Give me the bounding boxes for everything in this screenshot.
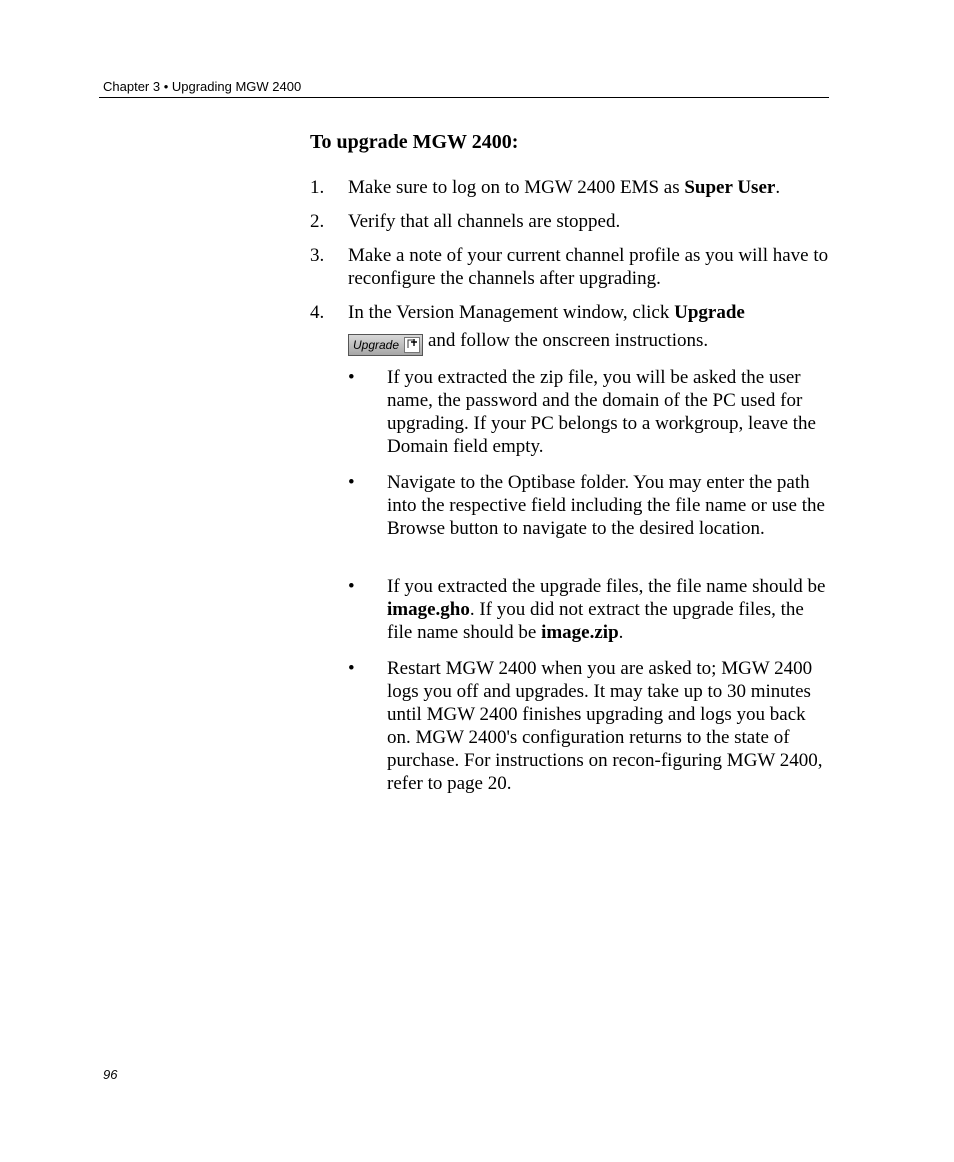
page-number: 96 [103,1067,118,1082]
step-2 [310,210,830,233]
upgrade-icon [404,337,420,353]
step-text: Make a note of your current channel profile as you will have to reconfigure the channels after upgrading. [348,245,829,289]
bullet-item [348,657,830,795]
step-4 [310,301,830,356]
step-number: 2. [310,211,325,232]
step-number: 1. [310,177,325,198]
bullet-text: If you extracted the upgrade files, the file name should be image.gho. If you did not extract the upgrade files, the file name should be image.zip. [387,576,826,643]
image-gho-term: image.gho [387,599,470,620]
bullet-item [348,471,830,540]
section-title: To upgrade MGW 2400: [310,131,519,153]
bullet-item [348,575,830,644]
step-text: Make sure to log on to MGW 2400 EMS as Super User. [348,177,781,198]
bullet-symbol: • [348,658,355,679]
upgrade-term: Upgrade [674,302,745,323]
step-text: Verify that all channels are stopped. [348,211,621,232]
step-3 [310,244,830,290]
running-header: Chapter 3 • Upgrading MGW 2400 [103,79,302,94]
super-user-term: Super User [684,177,776,198]
bullet-symbol: • [348,472,355,493]
upgrade-button-image: Upgrade [348,334,423,356]
bullet-text: If you extracted the zip file, you will be asked the user name, the password and the domain of the PC used for upgrading. If your PC belongs to a workgroup, leave the Domain field empty. [387,367,816,457]
header-rule [99,97,829,98]
bullet-symbol: • [348,367,355,388]
step-1 [310,176,830,199]
bullet-text: Restart MGW 2400 when you are asked to; MGW 2400 logs you off and upgrades. It may take up to 30 minutes until MGW 2400 finishes upgrading and logs you back on. MGW 2400's configuration returns to the state of purchase. For instructions on recon-figuring MGW 2400, refer to page 20. [387,658,823,794]
bullet-symbol: • [348,576,355,597]
bullet-text: Navigate to the Optibase folder. You may enter the path into the respective field including the file name or use the Browse button to navigate to the desired location. [387,472,825,539]
step-text: In the Version Management window, click Upgrade Upgrade and follow the onscreen instructions. [348,299,830,356]
image-zip-term: image.zip [541,622,619,643]
bullet-item [348,366,830,458]
step-number: 3. [310,245,325,266]
step-number: 4. [310,302,325,323]
